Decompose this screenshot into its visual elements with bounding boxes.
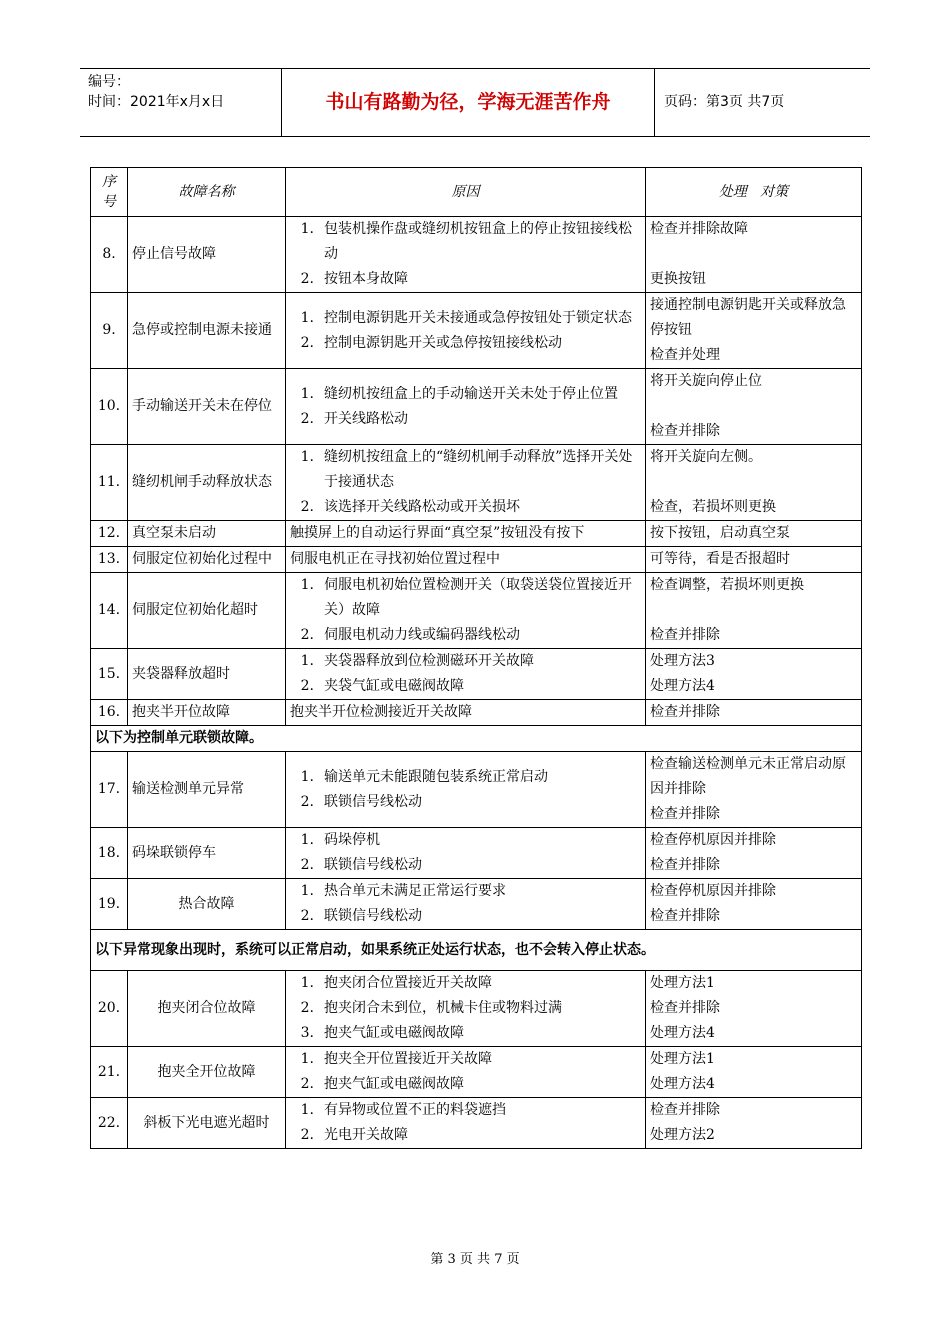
row-number: 8. <box>91 217 128 293</box>
action-cell <box>646 217 862 293</box>
cause-cell <box>286 293 646 369</box>
action-text: 检查并排除 <box>650 806 720 822</box>
action-text: 可等待，看是否报超时 <box>646 547 862 573</box>
action-cell <box>646 879 862 930</box>
action-text: 更换按钮 <box>650 271 706 287</box>
table-row <box>91 649 862 700</box>
table-row <box>91 293 862 369</box>
action-text: 检查并处理 <box>650 347 720 363</box>
row-number: 17. <box>91 752 128 828</box>
action-cell <box>646 1047 862 1098</box>
header-meta <box>80 69 282 136</box>
action-cell <box>646 445 862 521</box>
section-heading-abnormal: 以下异常现象出现时，系统可以正常启动，如果系统正处运行状态，也不会转入停止状态。 <box>91 930 862 971</box>
action-cell <box>646 573 862 649</box>
table-row <box>91 828 862 879</box>
row-number: 9. <box>91 293 128 369</box>
cause-text: 夹袋器释放到位检测磁环开关故障 <box>324 653 534 669</box>
action-text: 检查并排除 <box>650 627 720 643</box>
cause-index: 1. <box>300 1051 314 1067</box>
action-text: 检查停机原因并排除 <box>650 832 776 848</box>
cause-text: 抱夹气缸或电磁阀故障 <box>324 1025 464 1041</box>
table-row <box>91 573 862 649</box>
action-text: 处理方法4 <box>650 678 715 694</box>
row-number: 22. <box>91 1098 128 1149</box>
fault-name: 热合故障 <box>128 879 286 930</box>
header-name: 故障名称 <box>128 168 286 217</box>
cause-index: 1. <box>300 832 314 848</box>
row-number: 12. <box>91 521 128 547</box>
cause-index: 2. <box>300 1076 314 1092</box>
cause-index: 2. <box>300 1127 314 1143</box>
cause-cell <box>286 573 646 649</box>
header-cause: 原因 <box>286 168 646 217</box>
cause-cell <box>286 649 646 700</box>
row-number: 10. <box>91 369 128 445</box>
cause-index: 2. <box>300 908 314 924</box>
cause-text: 控制电源钥匙开关或急停按钮接线松动 <box>324 334 562 351</box>
table-row <box>91 369 862 445</box>
cause-cell <box>286 1098 646 1149</box>
spacer <box>650 598 857 623</box>
action-cell <box>646 293 862 369</box>
row-number: 20. <box>91 971 128 1047</box>
section-heading-interlock: 以下为控制单元联锁故障。 <box>91 726 862 752</box>
cause-index: 1. <box>300 577 314 593</box>
cause-text: 抱夹全开位置接近开关故障 <box>324 1051 492 1067</box>
action-cell <box>646 971 862 1047</box>
action-text: 检查并排除 <box>646 700 862 726</box>
action-cell <box>646 649 862 700</box>
action-cell <box>646 369 862 445</box>
cause-text: 开关线路松动 <box>324 410 408 427</box>
cause-text: 该选择开关线路松动或开关损坏 <box>324 499 520 515</box>
cause-text: 联锁信号线松动 <box>324 908 422 924</box>
table-header-row <box>91 168 862 217</box>
action-text: 将开关旋向左侧。 <box>650 449 762 465</box>
cause-index: 1. <box>300 975 314 991</box>
cause-cell <box>286 1047 646 1098</box>
row-number: 11. <box>91 445 128 521</box>
row-number: 13. <box>91 547 128 573</box>
cause-index: 1. <box>300 768 314 785</box>
cause-index: 1. <box>300 385 314 402</box>
cause-text: 伺服电机动力线或编码器线松动 <box>324 627 520 643</box>
table-row <box>91 1047 862 1098</box>
cause-text: 抱夹闭合位置接近开关故障 <box>324 975 492 991</box>
fault-name: 急停或控制电源未接通 <box>128 293 286 369</box>
cause-text: 控制电源钥匙开关未接通或急停按钮处于锁定状态 <box>324 309 632 326</box>
header-motto: 书山有路勤为径，学海无涯苦作舟 <box>282 69 655 136</box>
action-text: 检查，若损坏则更换 <box>650 499 776 515</box>
action-cell <box>646 752 862 828</box>
cause-index: 2. <box>300 857 314 873</box>
action-text: 检查并排除 <box>650 1102 720 1118</box>
spacer <box>650 470 857 495</box>
cause-text: 热合单元未满足正常运行要求 <box>324 883 506 899</box>
cause-index: 1. <box>300 309 314 326</box>
row-number: 18. <box>91 828 128 879</box>
action-text: 检查输送检测单元未正常启动原因并排除 <box>650 756 846 797</box>
cause-text: 输送单元未能跟随包装系统正常启动 <box>324 768 548 785</box>
cause-index: 2. <box>300 271 314 287</box>
cause-index: 2. <box>300 678 314 694</box>
action-text: 处理方法1 <box>650 1051 715 1067</box>
cause-index: 2. <box>300 793 314 810</box>
cause-text: 夹袋气缸或电磁阀故障 <box>324 678 464 694</box>
cause-index: 1. <box>300 1102 314 1118</box>
cause-text: 缝纫机按纽盒上的“缝纫机闸手动释放”选择开关处于接通状态 <box>324 449 633 490</box>
cause-text: 联锁信号线松动 <box>324 857 422 873</box>
header-action: 处理 对策 <box>646 168 862 217</box>
action-cell <box>646 828 862 879</box>
row-number: 15. <box>91 649 128 700</box>
fault-name: 手动输送开关未在停位 <box>128 369 286 445</box>
cause-cell <box>286 369 646 445</box>
fault-name: 缝纫机闸手动释放状态 <box>128 445 286 521</box>
cause-index: 2. <box>300 499 314 515</box>
table-row <box>91 445 862 521</box>
action-text: 处理方法3 <box>650 653 715 669</box>
cause-text: 抱夹闭合未到位，机械卡住或物料过满 <box>324 1000 562 1016</box>
row-number: 14. <box>91 573 128 649</box>
table-row <box>91 1098 862 1149</box>
action-text: 检查停机原因并排除 <box>650 883 776 899</box>
cause-cell <box>286 971 646 1047</box>
table-row <box>91 752 862 828</box>
fault-name: 输送检测单元异常 <box>128 752 286 828</box>
cause-text: 码垛停机 <box>324 832 380 848</box>
cause-cell <box>286 217 646 293</box>
table-row <box>91 700 862 726</box>
fault-name: 夹袋器释放超时 <box>128 649 286 700</box>
cause-text: 触摸屏上的自动运行界面“真空泵”按钮没有按下 <box>286 521 646 547</box>
fault-name: 抱夹半开位故障 <box>128 700 286 726</box>
cause-index: 1. <box>300 653 314 669</box>
cause-text: 光电开关故障 <box>324 1127 408 1143</box>
cause-index: 1. <box>300 883 314 899</box>
fault-name: 停止信号故障 <box>128 217 286 293</box>
cause-text: 有异物或位置不正的料袋遮挡 <box>324 1102 506 1118</box>
cause-text: 联锁信号线松动 <box>324 793 422 810</box>
action-text: 处理方法4 <box>650 1025 715 1041</box>
spacer <box>650 394 857 419</box>
action-text: 处理方法2 <box>650 1127 715 1143</box>
action-text: 检查并排除 <box>650 423 720 439</box>
cause-text: 缝纫机按纽盒上的手动输送开关未处于停止位置 <box>324 385 618 402</box>
table-row <box>91 879 862 930</box>
fault-name: 伺服定位初始化过程中 <box>128 547 286 573</box>
row-number: 21. <box>91 1047 128 1098</box>
row-number: 19. <box>91 879 128 930</box>
section-row <box>91 930 862 971</box>
fault-name: 抱夹闭合位故障 <box>128 971 286 1047</box>
table-row <box>91 971 862 1047</box>
page-header <box>80 68 870 137</box>
cause-index: 1. <box>300 221 314 237</box>
cause-cell <box>286 752 646 828</box>
cause-text: 抱夹气缸或电磁阀故障 <box>324 1076 464 1092</box>
cause-index: 2. <box>300 627 314 643</box>
fault-name: 码垛联锁停车 <box>128 828 286 879</box>
cause-index: 3. <box>300 1025 314 1041</box>
cause-text: 抱夹半开位检测接近开关故障 <box>286 700 646 726</box>
fault-name: 真空泵未启动 <box>128 521 286 547</box>
table-row <box>91 217 862 293</box>
cause-index: 1. <box>300 449 314 465</box>
cause-text: 伺服电机初始位置检测开关（取袋送袋位置接近开关）故障 <box>324 577 632 618</box>
cause-index: 2. <box>300 334 314 351</box>
action-text: 检查并排除 <box>650 857 720 873</box>
cause-text: 伺服电机正在寻找初始位置过程中 <box>286 547 646 573</box>
action-text: 检查并排除 <box>650 908 720 924</box>
action-text: 处理方法4 <box>650 1076 715 1092</box>
fault-table <box>90 167 862 1149</box>
header-page-number: 页码：第3页 共7页 <box>664 94 785 110</box>
action-text: 处理方法1 <box>650 975 715 991</box>
action-text: 检查并排除 <box>650 1000 720 1016</box>
table-row <box>91 547 862 573</box>
page-footer: 第 3 页 共 7 页 <box>430 1252 520 1267</box>
cause-cell <box>286 445 646 521</box>
table-row <box>91 521 862 547</box>
cause-index: 2. <box>300 1000 314 1016</box>
code-label: 编号： <box>88 74 130 90</box>
cause-text: 包装机操作盘或缝纫机按钮盒上的停止按钮接线松动 <box>324 221 632 262</box>
action-text: 将开关旋向停止位 <box>650 373 762 389</box>
action-text: 按下按钮，启动真空泵 <box>646 521 862 547</box>
action-text: 接通控制电源钥匙开关或释放急停按钮 <box>650 297 846 338</box>
date-label: 时间：2021年x月x日 <box>88 94 225 110</box>
action-text: 检查调整，若损坏则更换 <box>650 577 804 593</box>
row-number: 16. <box>91 700 128 726</box>
cause-cell <box>286 828 646 879</box>
cause-index: 2. <box>300 410 314 427</box>
action-cell <box>646 1098 862 1149</box>
fault-name: 抱夹全开位故障 <box>128 1047 286 1098</box>
action-text: 检查并排除故障 <box>650 221 748 237</box>
fault-name: 斜板下光电遮光超时 <box>128 1098 286 1149</box>
section-row <box>91 726 862 752</box>
header-no: 序号 <box>91 168 128 217</box>
cause-text: 按钮本身故障 <box>324 271 408 287</box>
spacer <box>650 242 857 267</box>
fault-name: 伺服定位初始化超时 <box>128 573 286 649</box>
cause-cell <box>286 879 646 930</box>
